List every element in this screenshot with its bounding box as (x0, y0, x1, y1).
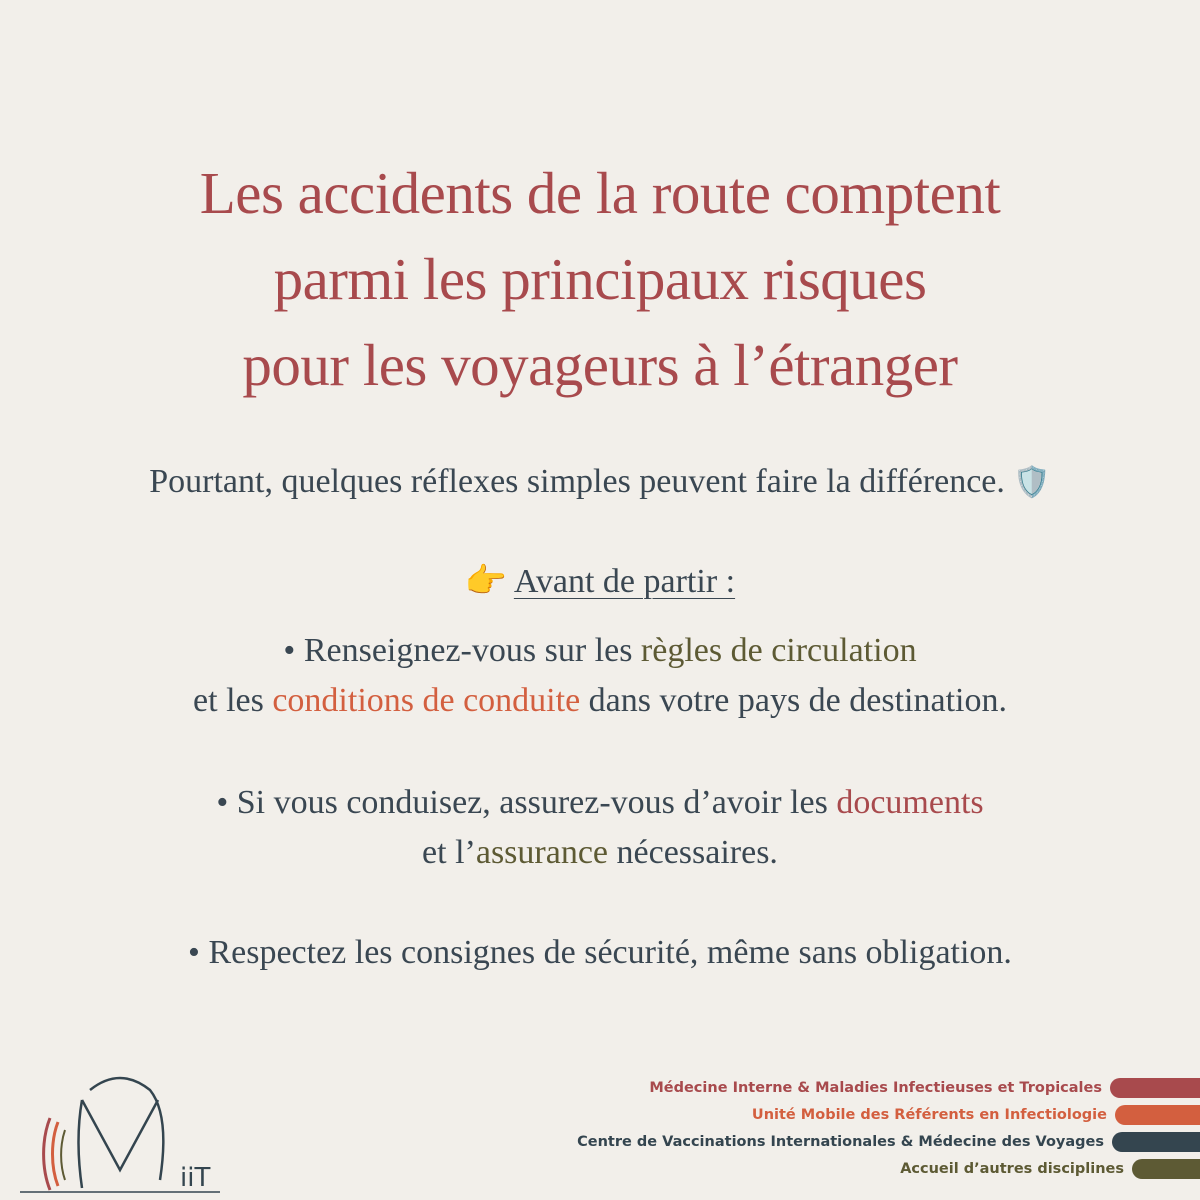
page-title (0, 150, 1200, 408)
footer-item-mobile-unit (560, 1103, 1200, 1127)
point-2-text: • Si vous conduisez, assurez-vous d’avoir les (216, 784, 837, 821)
before-leaving-label: Avant de partir : (513, 563, 736, 600)
point-3-text: • Respectez les consignes de sécurité, même sans obligation. (188, 934, 1012, 971)
footer-label: Centre de Vaccinations Internationales & Médecine des Voyages (577, 1134, 1104, 1150)
point-traffic-rules (0, 626, 1200, 726)
point-2-text-3: nécessaires. (608, 834, 778, 871)
highlight-documents: documents (836, 784, 984, 821)
title-line-1: Les accidents de la route comptent (199, 160, 1001, 226)
highlight-driving-conditions: conditions de conduite (272, 682, 581, 719)
subtitle-text: Pourtant, quelques réflexes simples peuvent faire la différence. (149, 463, 1005, 500)
point-1-text-3: dans votre pays de destination. (580, 682, 1007, 719)
footer-bar (1132, 1159, 1200, 1179)
footer-item-other-disciplines (560, 1157, 1200, 1181)
footer-departments (560, 1076, 1200, 1184)
highlight-traffic-rules: règles de circulation (640, 632, 917, 669)
footer-label: Accueil d’autres disciplines (900, 1161, 1124, 1177)
highlight-insurance: assurance (475, 834, 609, 871)
point-1-text: • Renseignez-vous sur les (283, 632, 641, 669)
point-safety (0, 928, 1200, 978)
point-2-text-2: et l’ (422, 834, 476, 871)
title-line-3: pour les voyageurs à l’étranger (242, 332, 958, 398)
point-1-text-2: et les (193, 682, 273, 719)
footer-bar (1112, 1132, 1200, 1152)
footer-item-internal-medicine (560, 1076, 1200, 1100)
point-documents (0, 778, 1200, 878)
subtitle (0, 458, 1200, 507)
title-line-2: parmi les principaux risques (273, 246, 927, 312)
pointing-hand-icon: 👉 (464, 563, 508, 600)
shield-icon: 🛡️ (1013, 466, 1051, 499)
footer-item-vaccination-center (560, 1130, 1200, 1154)
miit-logo (20, 1070, 240, 1200)
before-leaving-heading (0, 558, 1200, 606)
footer-bar (1110, 1078, 1200, 1098)
footer-label: Médecine Interne & Maladies Infectieuses et Tropicales (649, 1080, 1102, 1096)
footer-label: Unité Mobile des Référents en Infectiologie (751, 1107, 1107, 1123)
logo-text: iiT (180, 1163, 211, 1193)
footer-bar (1115, 1105, 1200, 1125)
